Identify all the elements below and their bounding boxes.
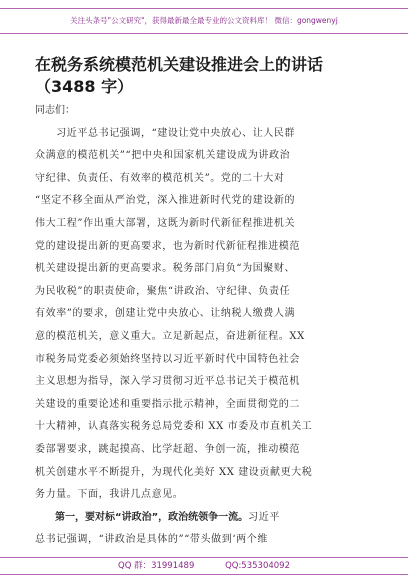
body-line: “坚定不移全面从严治党，深入推进新时代党的建设新的 <box>35 195 296 207</box>
body-line: 意的模范机关，意义重大。立足新起点，奋进新征程。XX <box>35 330 305 342</box>
title-line-1: 在税务系统模范机关建设推进会上的讲话 <box>35 55 324 74</box>
body-line: 众满意的模范机关”“把中央和国家机关建设成为讲政治 <box>35 150 291 162</box>
footer-qq: QQ:535304092 <box>225 561 290 571</box>
section-line <box>35 507 375 530</box>
body-line: 守纪律、负责任、有效率的模范机关”。党的二十大对 <box>35 172 285 184</box>
body-line: 主义思想为指导，深入学习贯彻习近平总书记关于模范机 <box>35 376 300 388</box>
document-title <box>35 54 380 98</box>
body-line: 为民收税”的职责使命，聚焦“讲政治、守纪律、负责任 <box>35 285 291 297</box>
body-line: 有效率”的要求，创建让党中央放心、让纳税人缴费人满 <box>35 308 296 320</box>
body-line: 十大精神，认真落实税务总局党委和 XX 市委及市直机关工 <box>35 421 313 433</box>
body-line: 总书记强调，“讲政治是具体的”“带头做到‘两个维 <box>35 534 268 546</box>
body-line: 委部署要求，跳起摸高、比学赶超、争创一流，推动模范 <box>35 443 300 455</box>
section-tail: 习近平 <box>248 511 280 523</box>
body-line: 市税务局党委必须始终坚持以习近平新时代中国特色社会 <box>35 353 300 365</box>
body-line: 习近平总书记强调，“建设让党中央放心、让人民群 <box>35 127 296 139</box>
footer-banner <box>0 557 408 575</box>
footer-qq-group: QQ 群：31991489 <box>118 561 195 571</box>
body-line: 党的建设提出新的更高要求，也为新时代新征程推进模范 <box>35 240 300 252</box>
section-heading: 第一，要对标“讲政治”，政治统领争一流。 <box>35 511 249 523</box>
body-line: 机关创建水平不断提升，为现代化美好 XX 建设贡献更大税 <box>35 466 313 478</box>
body-line: 务力量。下面，我讲几点意见。 <box>35 489 184 501</box>
body-line: 关建设的重要论述和重要指示批示精神，全面贯彻党的二 <box>35 398 300 410</box>
body-line: 伟大工程”作出重大部署，这既为新时代新征程推进机关 <box>35 217 296 229</box>
body-line: 机关建设提出新的更高要求。税务部门肩负“为国聚财、 <box>35 263 296 275</box>
document-body <box>35 100 375 552</box>
header-banner: 关注头条号"公文研究"，获得最新最全最专业的公文资料库！ 微信：gongwenyj <box>0 8 408 34</box>
title-line-2: （3488 字） <box>35 77 134 96</box>
greeting: 同志们： <box>35 105 75 116</box>
body-paragraph <box>35 123 375 507</box>
